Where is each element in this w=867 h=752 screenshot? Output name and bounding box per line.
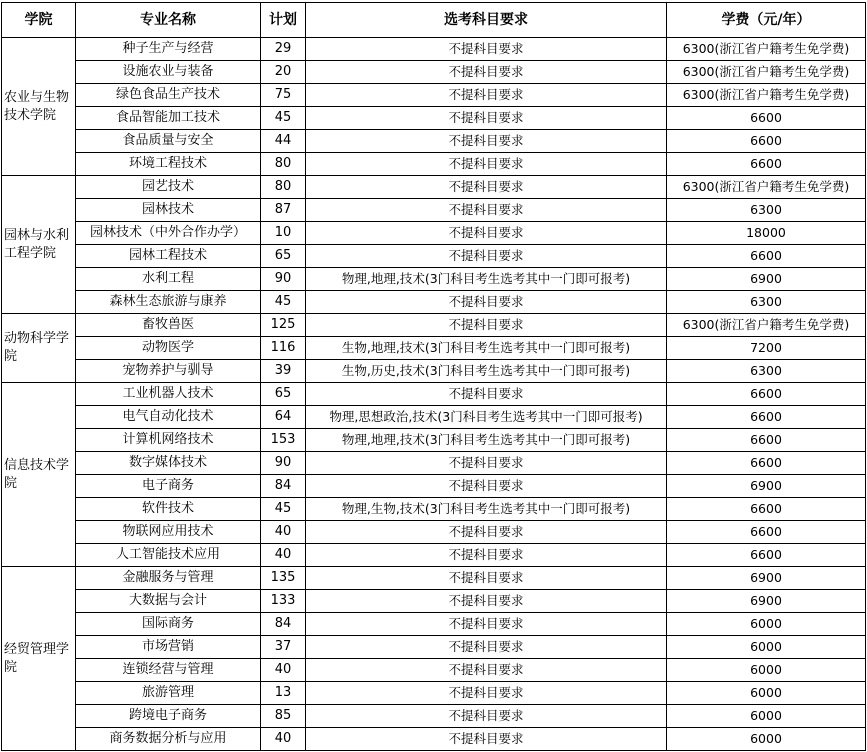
- plan-cell: 64: [261, 406, 306, 429]
- tuition-cell: 6300(浙江省户籍考生免学费): [667, 314, 866, 337]
- tuition-cell: 6300(浙江省户籍考生免学费): [667, 38, 866, 61]
- header-college: 学院: [2, 3, 76, 38]
- college-cell: 动物科学学院: [2, 314, 76, 383]
- plan-cell: 84: [261, 475, 306, 498]
- requirement-cell: 不提科目要求: [306, 567, 667, 590]
- plan-cell: 40: [261, 728, 306, 751]
- plan-cell: 85: [261, 705, 306, 728]
- plan-cell: 40: [261, 659, 306, 682]
- plan-cell: 116: [261, 337, 306, 360]
- tuition-cell: 6300(浙江省户籍考生免学费): [667, 176, 866, 199]
- major-cell: 设施农业与装备: [76, 61, 261, 84]
- requirement-cell: 不提科目要求: [306, 475, 667, 498]
- major-cell: 水利工程: [76, 268, 261, 291]
- table-row: [2, 498, 866, 521]
- table-row: [2, 314, 866, 337]
- major-cell: 种子生产与经营: [76, 38, 261, 61]
- requirement-cell: 不提科目要求: [306, 84, 667, 107]
- college-cell: 农业与生物技术学院: [2, 38, 76, 176]
- table-row: [2, 682, 866, 705]
- requirement-cell: 不提科目要求: [306, 383, 667, 406]
- plan-cell: 10: [261, 222, 306, 245]
- table-body: [2, 38, 866, 751]
- plan-cell: 39: [261, 360, 306, 383]
- table-row: [2, 613, 866, 636]
- requirement-cell: 不提科目要求: [306, 153, 667, 176]
- major-cell: 旅游管理: [76, 682, 261, 705]
- requirement-cell: 不提科目要求: [306, 544, 667, 567]
- college-cell: 园林与水利工程学院: [2, 176, 76, 314]
- plan-cell: 29: [261, 38, 306, 61]
- table-row: [2, 705, 866, 728]
- major-cell: 国际商务: [76, 613, 261, 636]
- requirement-cell: 物理,生物,技术(3门科目考生选考其中一门即可报考): [306, 498, 667, 521]
- major-cell: 动物医学: [76, 337, 261, 360]
- tuition-cell: 6000: [667, 636, 866, 659]
- plan-cell: 45: [261, 498, 306, 521]
- table-row: [2, 268, 866, 291]
- major-cell: 市场营销: [76, 636, 261, 659]
- requirement-cell: 物理,思想政治,技术(3门科目考生选考其中一门即可报考): [306, 406, 667, 429]
- requirement-cell: 不提科目要求: [306, 199, 667, 222]
- requirement-cell: 不提科目要求: [306, 705, 667, 728]
- plan-cell: 45: [261, 107, 306, 130]
- tuition-cell: 6000: [667, 705, 866, 728]
- header-subject-requirement: 选考科目要求: [306, 3, 667, 38]
- plan-cell: 133: [261, 590, 306, 613]
- plan-cell: 75: [261, 84, 306, 107]
- plan-cell: 87: [261, 199, 306, 222]
- tuition-cell: 6600: [667, 383, 866, 406]
- requirement-cell: 生物,历史,技术(3门科目考生选考其中一门即可报考): [306, 360, 667, 383]
- plan-cell: 13: [261, 682, 306, 705]
- tuition-cell: 6600: [667, 153, 866, 176]
- tuition-cell: 6900: [667, 268, 866, 291]
- major-cell: 绿色食品生产技术: [76, 84, 261, 107]
- plan-cell: 153: [261, 429, 306, 452]
- major-cell: 宠物养护与驯导: [76, 360, 261, 383]
- table-row: [2, 728, 866, 751]
- tuition-cell: 6300: [667, 291, 866, 314]
- table-row: [2, 383, 866, 406]
- table-row: [2, 153, 866, 176]
- table-row: [2, 567, 866, 590]
- major-cell: 园林工程技术: [76, 245, 261, 268]
- requirement-cell: 不提科目要求: [306, 314, 667, 337]
- tuition-cell: 6600: [667, 429, 866, 452]
- plan-cell: 40: [261, 521, 306, 544]
- major-cell: 电气自动化技术: [76, 406, 261, 429]
- major-cell: 跨境电子商务: [76, 705, 261, 728]
- major-cell: 商务数据分析与应用: [76, 728, 261, 751]
- requirement-cell: 不提科目要求: [306, 291, 667, 314]
- table-row: [2, 176, 866, 199]
- table-row: [2, 544, 866, 567]
- requirement-cell: 不提科目要求: [306, 107, 667, 130]
- tuition-cell: 6600: [667, 498, 866, 521]
- tuition-cell: 6600: [667, 130, 866, 153]
- requirement-cell: 不提科目要求: [306, 38, 667, 61]
- requirement-cell: 不提科目要求: [306, 636, 667, 659]
- requirement-cell: 不提科目要求: [306, 222, 667, 245]
- header-major: 专业名称: [76, 3, 261, 38]
- major-cell: 计算机网络技术: [76, 429, 261, 452]
- requirement-cell: 生物,地理,技术(3门科目考生选考其中一门即可报考): [306, 337, 667, 360]
- tuition-cell: 6000: [667, 659, 866, 682]
- major-cell: 电子商务: [76, 475, 261, 498]
- requirement-cell: 不提科目要求: [306, 61, 667, 84]
- requirement-cell: 不提科目要求: [306, 176, 667, 199]
- plan-cell: 125: [261, 314, 306, 337]
- table-row: [2, 222, 866, 245]
- tuition-cell: 6600: [667, 544, 866, 567]
- tuition-cell: 6000: [667, 682, 866, 705]
- requirement-cell: 不提科目要求: [306, 613, 667, 636]
- major-cell: 食品质量与安全: [76, 130, 261, 153]
- header-tuition: 学费（元/年）: [667, 3, 866, 38]
- major-cell: 环境工程技术: [76, 153, 261, 176]
- requirement-cell: 不提科目要求: [306, 245, 667, 268]
- table-row: [2, 429, 866, 452]
- plan-cell: 84: [261, 613, 306, 636]
- college-cell: 经贸管理学院: [2, 567, 76, 751]
- plan-cell: 20: [261, 61, 306, 84]
- major-cell: 畜牧兽医: [76, 314, 261, 337]
- tuition-cell: 6600: [667, 406, 866, 429]
- table-row: [2, 84, 866, 107]
- plan-cell: 90: [261, 452, 306, 475]
- tuition-cell: 7200: [667, 337, 866, 360]
- requirement-cell: 不提科目要求: [306, 659, 667, 682]
- major-cell: 园林技术: [76, 199, 261, 222]
- table-row: [2, 107, 866, 130]
- tuition-cell: 6000: [667, 613, 866, 636]
- tuition-cell: 6900: [667, 567, 866, 590]
- admissions-table: [1, 2, 866, 751]
- tuition-cell: 6300(浙江省户籍考生免学费): [667, 61, 866, 84]
- plan-cell: 40: [261, 544, 306, 567]
- requirement-cell: 不提科目要求: [306, 682, 667, 705]
- tuition-cell: 6600: [667, 521, 866, 544]
- tuition-cell: 18000: [667, 222, 866, 245]
- tuition-cell: 6600: [667, 452, 866, 475]
- major-cell: 园林技术（中外合作办学）: [76, 222, 261, 245]
- tuition-cell: 6300: [667, 360, 866, 383]
- major-cell: 森林生态旅游与康养: [76, 291, 261, 314]
- plan-cell: 80: [261, 176, 306, 199]
- tuition-cell: 6900: [667, 475, 866, 498]
- tuition-cell: 6600: [667, 245, 866, 268]
- requirement-cell: 物理,地理,技术(3门科目考生选考其中一门即可报考): [306, 268, 667, 291]
- plan-cell: 135: [261, 567, 306, 590]
- major-cell: 软件技术: [76, 498, 261, 521]
- header-plan: 计划: [261, 3, 306, 38]
- table-row: [2, 590, 866, 613]
- table-row: [2, 199, 866, 222]
- table-row: [2, 130, 866, 153]
- requirement-cell: 物理,地理,技术(3门科目考生选考其中一门即可报考): [306, 429, 667, 452]
- major-cell: 金融服务与管理: [76, 567, 261, 590]
- major-cell: 人工智能技术应用: [76, 544, 261, 567]
- table-row: [2, 291, 866, 314]
- table-row: [2, 659, 866, 682]
- table-row: [2, 406, 866, 429]
- table-row: [2, 38, 866, 61]
- table-row: [2, 245, 866, 268]
- table-row: [2, 61, 866, 84]
- major-cell: 数字媒体技术: [76, 452, 261, 475]
- requirement-cell: 不提科目要求: [306, 452, 667, 475]
- table-row: [2, 452, 866, 475]
- tuition-cell: 6600: [667, 107, 866, 130]
- plan-cell: 65: [261, 383, 306, 406]
- plan-cell: 90: [261, 268, 306, 291]
- plan-cell: 80: [261, 153, 306, 176]
- major-cell: 工业机器人技术: [76, 383, 261, 406]
- plan-cell: 45: [261, 291, 306, 314]
- header-row: [2, 3, 866, 38]
- tuition-cell: 6300: [667, 199, 866, 222]
- tuition-cell: 6900: [667, 590, 866, 613]
- table-row: [2, 475, 866, 498]
- table-row: [2, 521, 866, 544]
- tuition-cell: 6300(浙江省户籍考生免学费): [667, 84, 866, 107]
- requirement-cell: 不提科目要求: [306, 130, 667, 153]
- college-cell: 信息技术学院: [2, 383, 76, 567]
- requirement-cell: 不提科目要求: [306, 728, 667, 751]
- major-cell: 大数据与会计: [76, 590, 261, 613]
- plan-cell: 65: [261, 245, 306, 268]
- requirement-cell: 不提科目要求: [306, 521, 667, 544]
- major-cell: 连锁经营与管理: [76, 659, 261, 682]
- requirement-cell: 不提科目要求: [306, 590, 667, 613]
- major-cell: 物联网应用技术: [76, 521, 261, 544]
- major-cell: 园艺技术: [76, 176, 261, 199]
- plan-cell: 44: [261, 130, 306, 153]
- table-row: [2, 636, 866, 659]
- major-cell: 食品智能加工技术: [76, 107, 261, 130]
- table-row: [2, 337, 866, 360]
- plan-cell: 37: [261, 636, 306, 659]
- tuition-cell: 6000: [667, 728, 866, 751]
- table-row: [2, 360, 866, 383]
